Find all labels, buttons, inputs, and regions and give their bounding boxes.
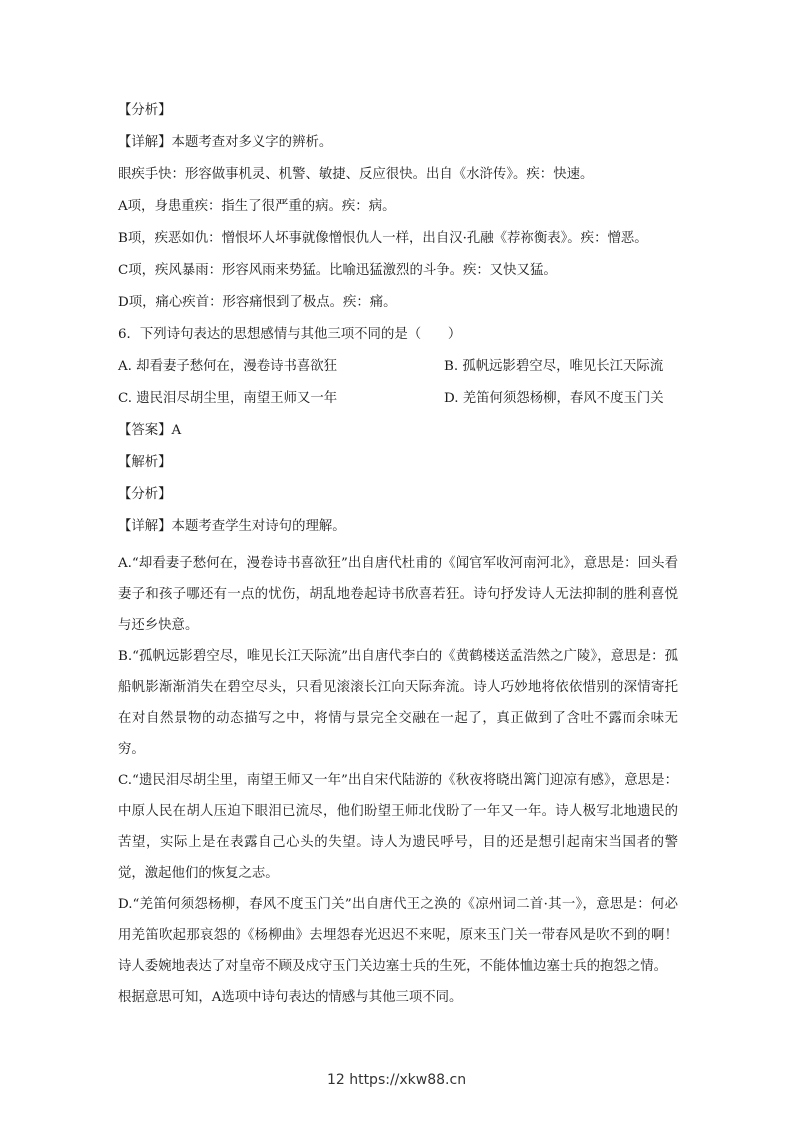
- option-c: C. 遗民泪尽胡尘里，南望王师又一年: [118, 391, 338, 406]
- explanation-d: D.“羌笛何须怨杨柳，春风不度玉门关”出自唐代王之涣的《凉州词二首·其一》，意思是：何必用羌笛吹起那哀怨的《杨柳曲》去埋怨春光迟迟不来呢，原来玉门关一带春风是吹不到的啊！诗人委婉地表达了对皇帝不顾及戍守玉门关边塞士兵的生死，不能体恤边塞士兵的抱怨之情。: [118, 897, 678, 974]
- paragraph-option-d: D项，痛心疾首：形容痛恨到了极点。疾：痛。: [118, 295, 397, 310]
- options-row-1: [118, 356, 678, 378]
- document-body: [118, 100, 678, 1013]
- explanation-b: B.“孤帆远影碧空尽，唯见长江天际流”出自唐代李白的《黄鹤楼送孟浩然之广陵》，意思是：孤船帆影渐渐消失在碧空尽头，只看见滚滚长江向天际奔流。诗人巧妙地将依依惜别的深情寄托在对自然景物的动态描写之中，将情与景完全交融在一起了，真正做到了含吐不露而余味无穷。: [118, 649, 678, 757]
- analysis-heading-2: 【分析】: [118, 487, 172, 502]
- detail-heading: 【详解】本题考查对多义字的辨析。: [118, 135, 333, 150]
- analysis-heading: 【分析】: [118, 103, 172, 118]
- answer-line: 【答案】A: [118, 423, 182, 438]
- paragraph-option-c: C项，疾风暴雨：形容风雨来势猛。比喻迅猛激烈的斗争。疾：又快又猛。: [118, 263, 557, 278]
- option-d: D. 羌笛何须怨杨柳，春风不度玉门关: [444, 391, 664, 406]
- paragraph-yanji: 眼疾手快：形容做事机灵、机警、敏捷、反应很快。出自《水浒传》。疾：快速。: [118, 167, 594, 182]
- conclusion: 根据意思可知，A选项中诗句表达的情感与其他三项不同。: [118, 990, 463, 1005]
- page-footer: 12 https://xkw88.cn: [326, 1072, 467, 1088]
- paragraph-option-b: B项，疾恶如仇：憎恨坏人坏事就像憎恨仇人一样，出自汉·孔融《荐祢衡表》。疾：憎恶。: [118, 231, 648, 246]
- options-row-2: [118, 388, 678, 410]
- option-a: A. 却看妻子愁何在，漫卷诗书喜欲狂: [118, 359, 338, 374]
- option-b: B. 孤帆远影碧空尽，唯见长江天际流: [444, 359, 664, 374]
- question-6: 6．下列诗句表达的思想感情与其他三项不同的是（ ）: [118, 327, 462, 342]
- jiexi-heading: 【解析】: [118, 455, 172, 470]
- explanation-c: C.“遗民泪尽胡尘里，南望王师又一年”出自宋代陆游的《秋夜将晓出篱门迎凉有感》，意思是：中原人民在胡人压迫下眼泪已流尽，他们盼望王师北伐盼了一年又一年。诗人极写北地遗民的苦望，实际上是在表露自己心头的失望。诗人为遗民呼号，目的还是想引起南宋当国者的警觉，激起他们的恢复之志。: [118, 773, 678, 881]
- detail-heading-2: 【详解】本题考查学生对诗句的理解。: [118, 519, 346, 534]
- explanation-a: A.“却看妻子愁何在，漫卷诗书喜欲狂”出自唐代杜甫的《闻官军收河南河北》，意思是：回头看妻子和孩子哪还有一点的忧伤，胡乱地卷起诗书欣喜若狂。诗句抒发诗人无法抑制的胜利喜悦与还乡快意。: [118, 556, 678, 633]
- paragraph-option-a: A项，身患重疾：指生了很严重的病。疾：病。: [118, 199, 396, 214]
